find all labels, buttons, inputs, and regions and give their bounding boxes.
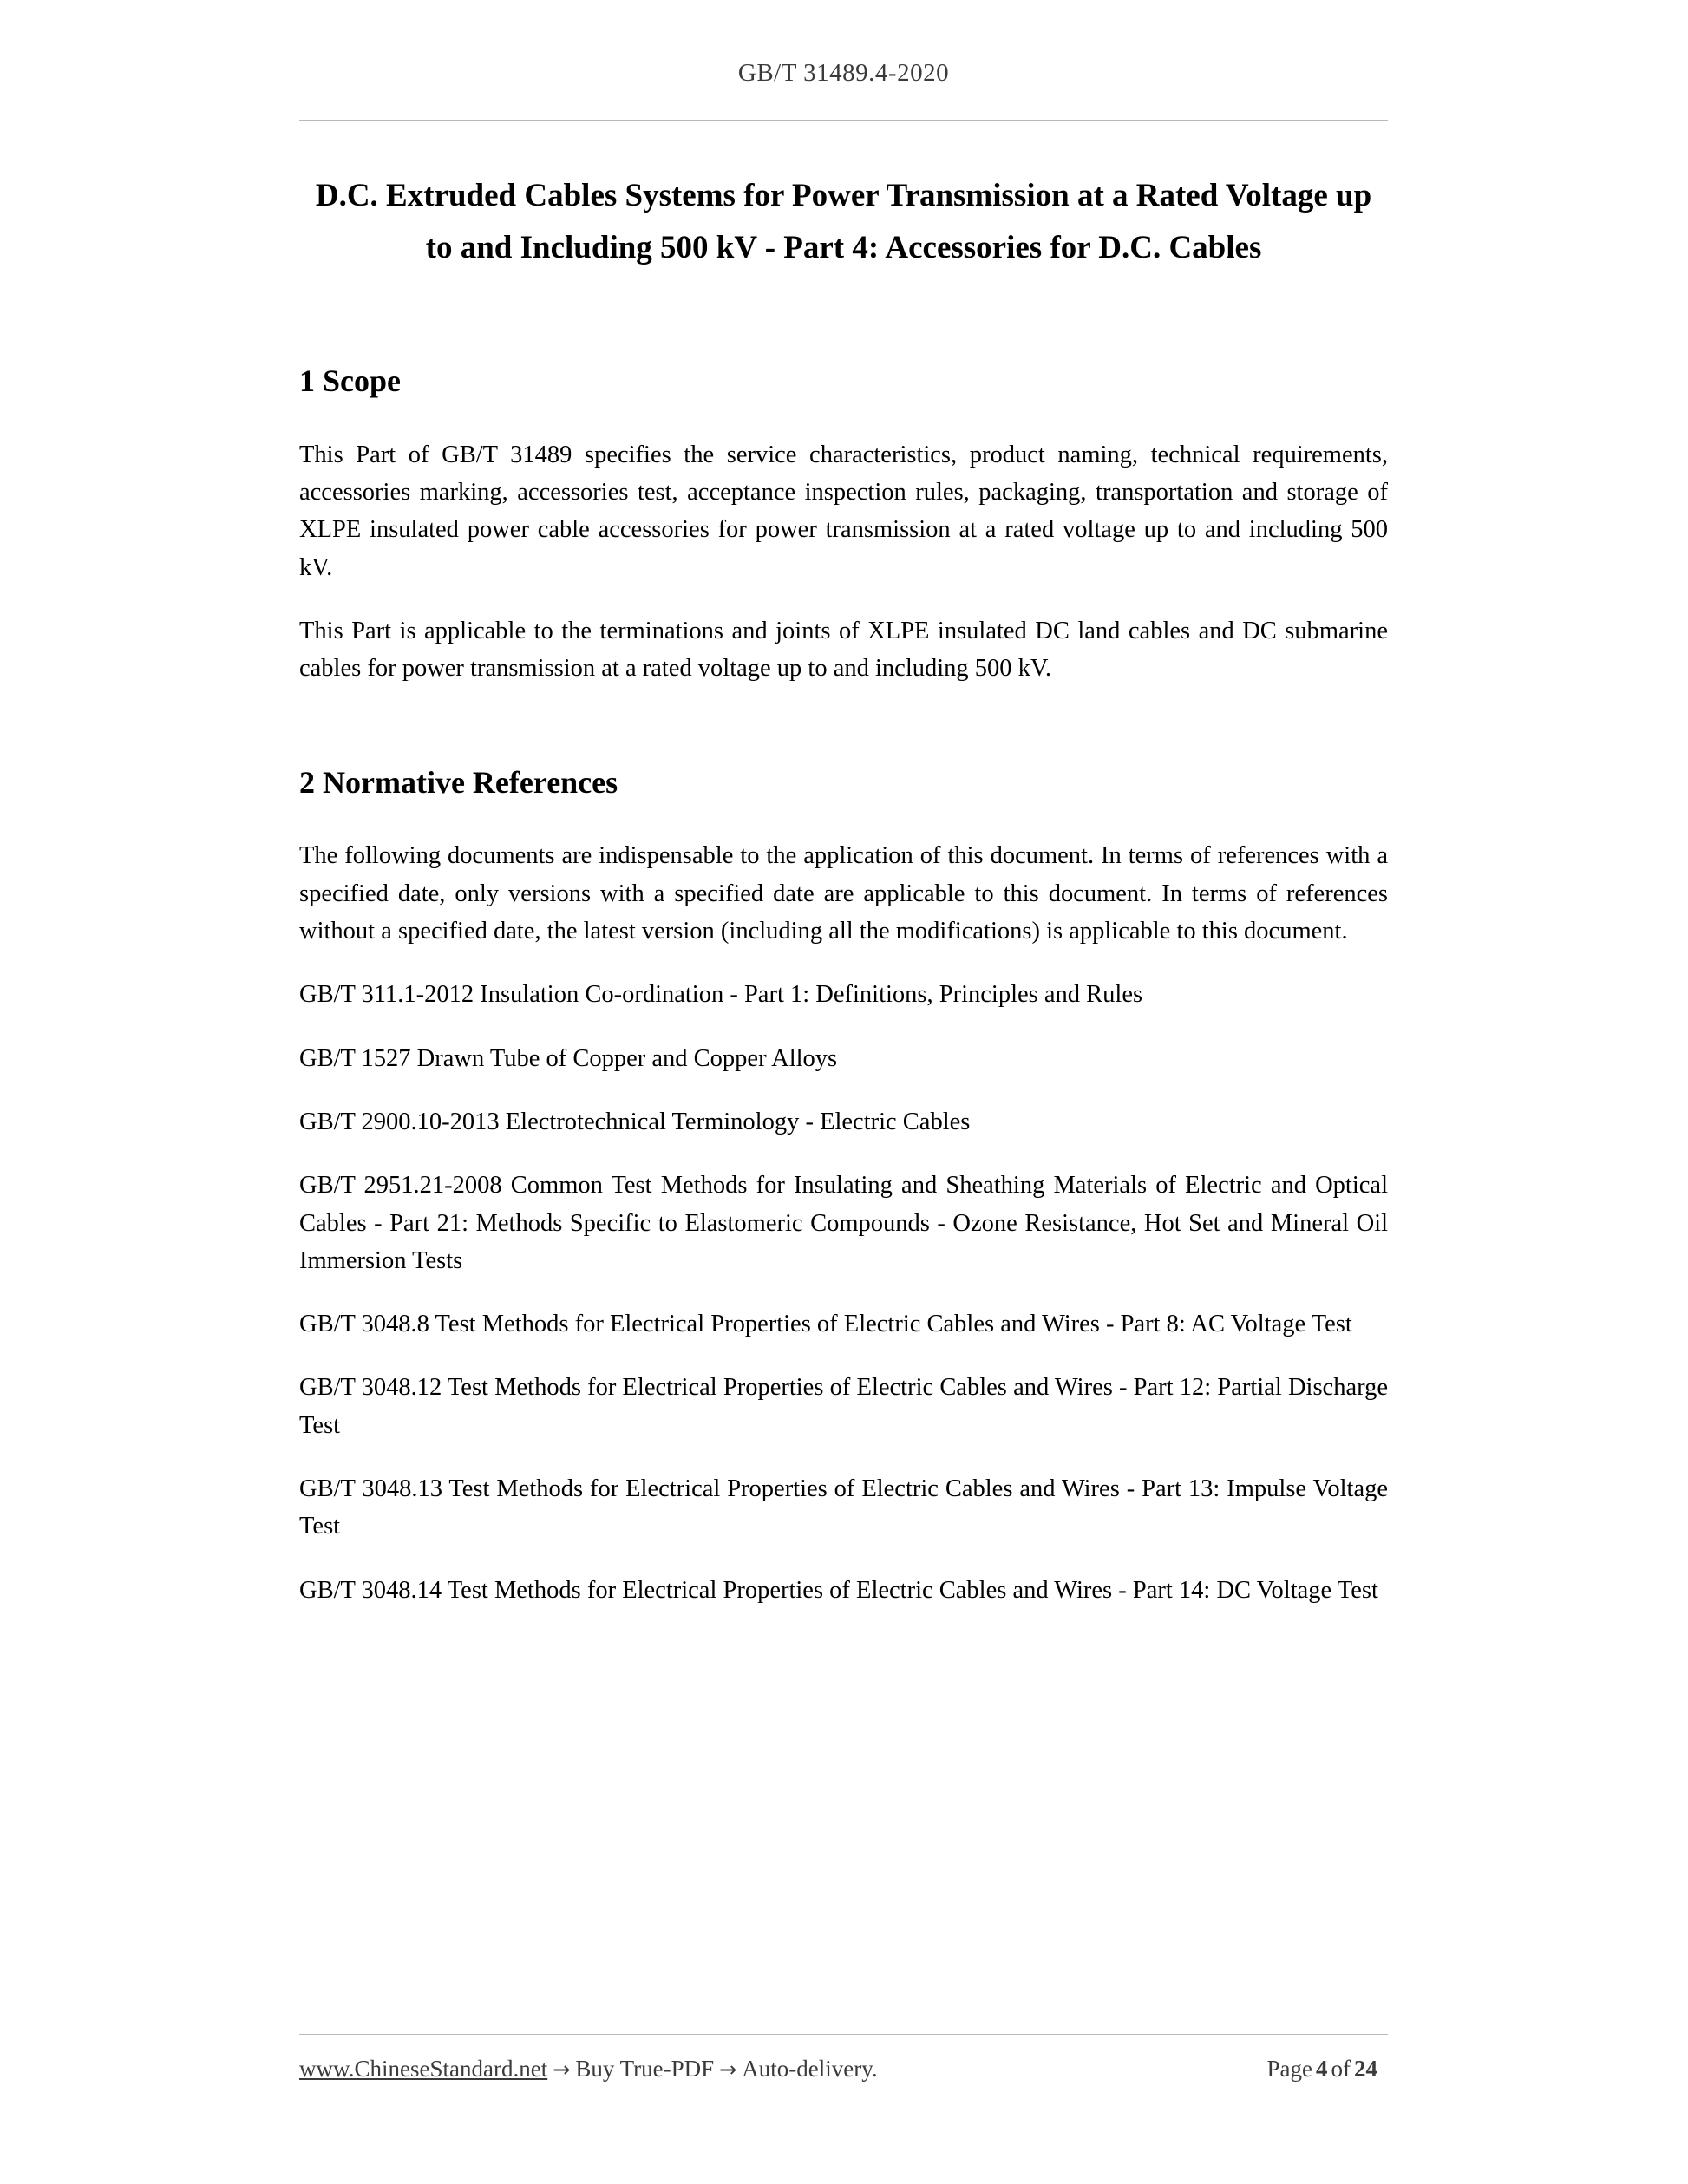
reference-item: GB/T 3048.13 Test Methods for Electrical Properties of Electric Cables and Wires - Part 13: Impulse Voltage Test <box>299 1475 1388 1540</box>
reference-item: GB/T 3048.12 Test Methods for Electrical Properties of Electric Cables and Wires - Part 12: Partial Discharge Test <box>299 1374 1388 1439</box>
scope-paragraph-2: This Part is applicable to the terminations and joints of XLPE insulated DC land cables and DC submarine cables for power transmission at a rated voltage up to and including 500 kV. <box>299 617 1388 683</box>
footer-promo <box>299 2056 1267 2083</box>
reference-item: GB/T 2900.10-2013 Electrotechnical Terminology - Electric Cables <box>299 1108 971 1135</box>
arrow-icon: → <box>553 2057 571 2082</box>
of-label: of <box>1331 2056 1351 2082</box>
section-heading-normative-references: 2 Normative References <box>299 764 618 800</box>
footer-site-link[interactable]: www.ChineseStandard.net <box>299 2056 548 2082</box>
reference-item: GB/T 2951.21-2008 Common Test Methods for Insulating and Sheathing Materials of Electric and Optical Cables - Part 21: Methods Specific to Elastomeric Compounds - Ozone Resistance, Hot Set and Mineral Oil Immersion Tests <box>299 1172 1388 1274</box>
scope-paragraph-1: This Part of GB/T 31489 specifies the service characteristics, product naming, technical requirements, accessories marking, accessories test, acceptance inspection rules, packaging, transportation and storage of XLPE insulated power cable accessories for power transmission at a rated voltage up to and including 500 kV. <box>299 441 1388 581</box>
header-divider <box>299 120 1388 121</box>
document-title: D.C. Extruded Cables Systems for Power Transmission at a Rated Voltage up to and Including 500 kV - Part 4: Accessories for D.C. Cables <box>315 178 1372 265</box>
spacer-after-heading-1 <box>299 402 1388 436</box>
reference-item: GB/T 3048.8 Test Methods for Electrical Properties of Electric Cables and Wires - Part 8: AC Voltage Test <box>299 1311 1352 1338</box>
spacer-after-title <box>299 274 1388 361</box>
page-number: 4 <box>1316 2056 1328 2082</box>
reference-item: GB/T 3048.14 Test Methods for Electrical Properties of Electric Cables and Wires - Part 14: DC Voltage Test <box>299 1576 1378 1604</box>
page-footer <box>299 2056 1388 2083</box>
footer-divider <box>299 2034 1388 2035</box>
arrow-icon: → <box>719 2057 737 2082</box>
section-heading-scope: 1 Scope <box>299 363 401 398</box>
spacer-after-heading-2 <box>299 802 1388 837</box>
reference-item: GB/T 311.1-2012 Insulation Co-ordination - Part 1: Definitions, Principles and Rules <box>299 981 1143 1009</box>
spacer-before-heading-2 <box>299 714 1388 762</box>
normative-references-intro: The following documents are indispensable to the application of this document. In terms of references with a specified date, only versions with a specified date are applicable to this document. In terms of references without a specified date, the latest version (including all the modifications) is applicable to this document. <box>299 842 1388 945</box>
footer-pagination <box>1267 2056 1388 2083</box>
page-content <box>299 170 1388 1635</box>
page-header: GB/T 31489.4-2020 <box>737 59 950 87</box>
footer-delivery-text: Auto-delivery. <box>742 2056 878 2082</box>
page-total: 24 <box>1354 2056 1377 2082</box>
reference-item: GB/T 1527 Drawn Tube of Copper and Copper Alloys <box>299 1044 838 1072</box>
page-label: Page <box>1266 2056 1312 2082</box>
footer-buy-text: Buy True-PDF <box>575 2056 715 2082</box>
